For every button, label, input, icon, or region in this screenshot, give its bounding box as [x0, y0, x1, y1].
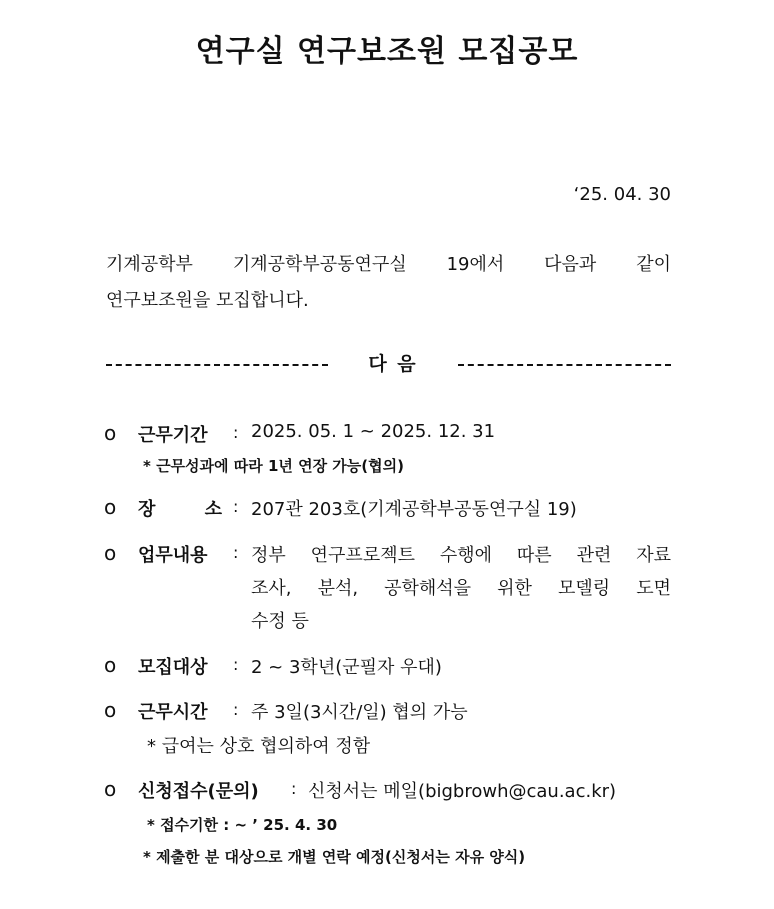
hours-note: * 급여는 상호 협의하여 정함: [147, 736, 371, 757]
place-colon: :: [233, 497, 239, 516]
intro-word: 기계공학부: [106, 254, 193, 275]
target-value: 2 ~ 3학년(군필자 우대): [251, 657, 442, 678]
bullet-icon: o: [104, 421, 117, 445]
hours-colon: :: [233, 700, 239, 719]
bullet-icon: o: [104, 541, 117, 565]
duties-line-1: [251, 541, 671, 567]
hours-label: 근무시간: [138, 702, 208, 723]
apply-deadline-note: * 접수기한 : ~ ’ 25. 4. 30: [147, 816, 338, 834]
apply-label: 신청접수(문의): [138, 781, 259, 802]
intro-word: 기계공학부공동연구실: [232, 254, 407, 275]
place-value: 207관 203호(기계공학부공동연구실 19): [251, 499, 577, 520]
duties-word: 관련: [576, 545, 612, 566]
duties-word: 연구프로젝트: [310, 545, 415, 566]
bullet-icon: o: [104, 698, 117, 722]
duties-line-3: 수정 등: [251, 611, 309, 632]
intro-line-1: [106, 250, 671, 276]
bullet-icon: o: [104, 777, 117, 801]
intro-word: 같이: [636, 254, 671, 275]
bullet-icon: o: [104, 495, 117, 519]
intro-word: 다음과: [544, 254, 597, 275]
period-note: * 근무성과에 따라 1년 연장 가능(협의): [143, 457, 404, 475]
place-label-char: 장: [138, 499, 156, 520]
dashed-line-right: [458, 364, 671, 366]
place-label-char: 소: [204, 499, 222, 520]
period-value: 2025. 05. 1 ~ 2025. 12. 31: [251, 421, 496, 442]
duties-word: 도면: [636, 578, 671, 599]
duties-word: 자료: [636, 545, 671, 566]
duties-word: 공학해석을: [384, 578, 472, 599]
duties-word: 정부: [251, 545, 286, 566]
duties-word: 모델링: [557, 578, 611, 599]
duties-word: 위한: [497, 578, 532, 599]
divider-label: 다 음: [368, 353, 418, 375]
duties-word: 따른: [516, 545, 552, 566]
period-label: 근무기간: [138, 425, 208, 446]
intro-word: 19에서: [446, 254, 505, 275]
duties-word: 수행에: [439, 545, 493, 566]
apply-value: 신청서는 메일(bigbrowh@cau.ac.kr): [308, 781, 617, 802]
bullet-icon: o: [104, 653, 117, 677]
duties-label: 업무내용: [138, 545, 208, 566]
intro-line-2: 연구보조원을 모집합니다.: [106, 290, 309, 311]
hours-value: 주 3일(3시간/일) 협의 가능: [251, 702, 468, 723]
announcement-date: ‘25. 04. 30: [573, 184, 671, 205]
apply-contact-note: * 제출한 분 대상으로 개별 연락 예정(신청서는 자유 양식): [143, 848, 526, 866]
duties-word: 조사,: [251, 578, 292, 599]
period-colon: :: [233, 423, 239, 442]
duties-colon: :: [233, 543, 239, 562]
target-label: 모집대상: [138, 657, 208, 678]
page-title: 연구실 연구보조원 모집공모: [195, 34, 579, 69]
target-colon: :: [233, 655, 239, 674]
section-divider: [106, 349, 671, 379]
duties-line-2: [251, 574, 671, 600]
place-label: [138, 495, 222, 521]
apply-colon: :: [291, 779, 297, 798]
dashed-line-left: [106, 364, 328, 366]
duties-word: 분석,: [317, 578, 359, 599]
